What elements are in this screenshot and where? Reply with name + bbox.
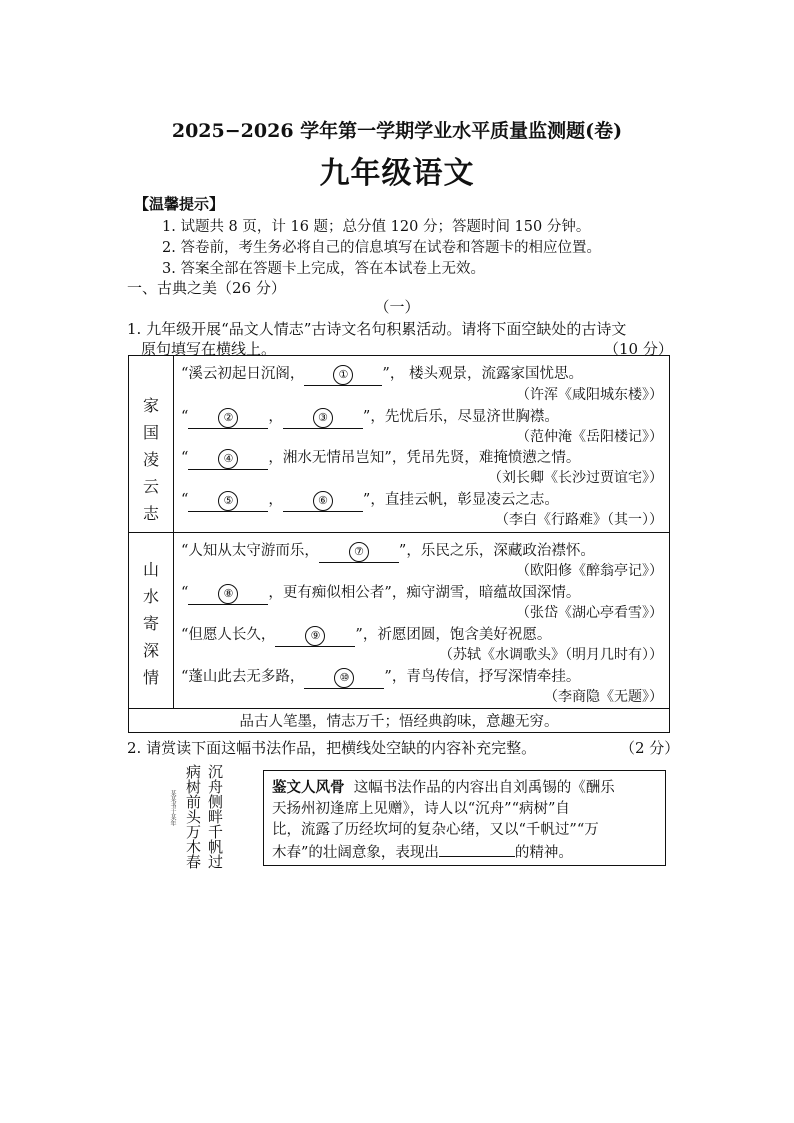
- poem-source: （张岱《湖心亭看雪》）: [516, 605, 663, 621]
- box-text: 比，流露了历经坎坷的复杂心绪，又以“千帆过”“万: [272, 822, 599, 838]
- category-label-landscape: 山 水 寄 深 情: [142, 560, 159, 687]
- exam-title: 2025−2026 学年第一学期学业水平质量监测题(卷): [171, 120, 623, 142]
- question-2-text: 2. 请赏读下面这幅书法作品，把横线处空缺的内容补充完整。: [127, 739, 537, 757]
- question-1-text-cont: 原句填写在横线上。: [141, 340, 277, 358]
- answer-blank[interactable]: ③: [283, 408, 363, 429]
- poem-source: （许浑《咸阳城东楼》）: [516, 387, 663, 403]
- table-divider: [129, 708, 669, 709]
- poem-line: “但愿人长久， ⑨ ”，祈愿团圆，饱含美好祝愿。: [181, 623, 551, 647]
- answer-blank[interactable]: ①: [304, 365, 382, 386]
- question-1-score: （10 分）: [604, 340, 673, 358]
- tips-heading: 【温馨提示】: [134, 195, 225, 213]
- tip-item: 2. 答卷前，考生务必将自己的信息填写在试卷和答题卡的相应位置。: [162, 240, 601, 256]
- poem-line: “ ④ ，湘水无情吊岂知”，凭吊先贤，难掩愤懑之情。: [181, 446, 580, 470]
- subject-title: 九年级语文: [319, 156, 475, 191]
- tip-item: 3. 答案全部在答题卡上完成，答在本试卷上无效。: [162, 261, 485, 277]
- appreciation-box: [263, 770, 666, 866]
- poem-line: “ ⑤ ， ⑥ ”，直挂云帆，彰显凌云之志。: [181, 488, 559, 512]
- poem-source: （刘长卿《长沙过贾谊宅》）: [488, 470, 663, 486]
- box-text: 的精神。: [514, 845, 573, 861]
- answer-blank[interactable]: ⑨: [275, 626, 355, 647]
- answer-blank[interactable]: ⑦: [319, 542, 399, 563]
- section-title: 一、古典之美（26 分）: [127, 279, 286, 297]
- poem-line: “人知从太守游而乐， ⑦ ”，乐民之乐，深藏政治襟怀。: [181, 539, 595, 563]
- table-footer: 品古人笔墨，情志万千；悟经典韵味，意趣无穷。: [239, 714, 559, 730]
- poem-source: （李商隐《无题》）: [544, 689, 663, 705]
- calligraphy-column: 病树前头万木春: [184, 764, 202, 869]
- box-text: 天扬州初逢席上见赠》，诗人以“沉舟”“病树”自: [272, 801, 570, 817]
- calligraphy-column: 沉舟侧畔千帆过: [206, 764, 224, 869]
- question-1-text: 1. 九年级开展“品文人情志”古诗文名句积累活动。请将下面空缺处的古诗文: [127, 320, 627, 338]
- category-label-family-country: 家 国 凌 云 志: [142, 396, 159, 523]
- poem-source: （苏轼《水调歌头》（明月几时有））: [439, 647, 663, 663]
- calligraphy-inscription: 某某书于某年: [169, 790, 176, 826]
- poem-source: （李白《行路难》（其一））: [495, 512, 663, 528]
- answer-blank[interactable]: ⑩: [304, 668, 384, 689]
- answer-blank[interactable]: ⑥: [283, 491, 363, 512]
- box-text: 木春”的壮阔意象，表现出: [272, 845, 439, 861]
- poem-source: （欧阳修《醉翁亭记》）: [516, 563, 663, 579]
- answer-blank[interactable]: ⑧: [188, 584, 268, 605]
- answer-blank[interactable]: [439, 841, 515, 857]
- tip-item: 1. 试题共 8 页，计 16 题；总分值 120 分；答题时间 150 分钟。: [162, 219, 591, 235]
- box-text: 这幅书法作品的内容出自刘禹锡的《酬乐: [353, 780, 615, 796]
- poem-line: “ ⑧ ，更有痴似相公者”，痴守湖雪，暗蕴故国深情。: [181, 581, 580, 605]
- question-2-score: （2 分）: [620, 739, 680, 757]
- poem-line: “溪云初起日沉阁， ① ”， 楼头观景，流露家国忧思。: [181, 362, 583, 386]
- poetry-table: [128, 355, 670, 733]
- answer-blank[interactable]: ⑤: [188, 491, 268, 512]
- poem-source: （范仲淹《岳阳楼记》）: [516, 429, 663, 445]
- poem-line: “ ② ， ③ ”，先忧后乐，尽显济世胸襟。: [181, 405, 559, 429]
- box-heading: 鉴文人风骨: [272, 779, 345, 796]
- answer-blank[interactable]: ②: [188, 408, 268, 429]
- table-divider: [129, 532, 669, 533]
- answer-blank[interactable]: ④: [188, 449, 268, 470]
- poem-line: “蓬山此去无多路， ⑩ ”，青鸟传信，抒写深情牵挂。: [181, 665, 580, 689]
- part-label: （一）: [374, 298, 420, 316]
